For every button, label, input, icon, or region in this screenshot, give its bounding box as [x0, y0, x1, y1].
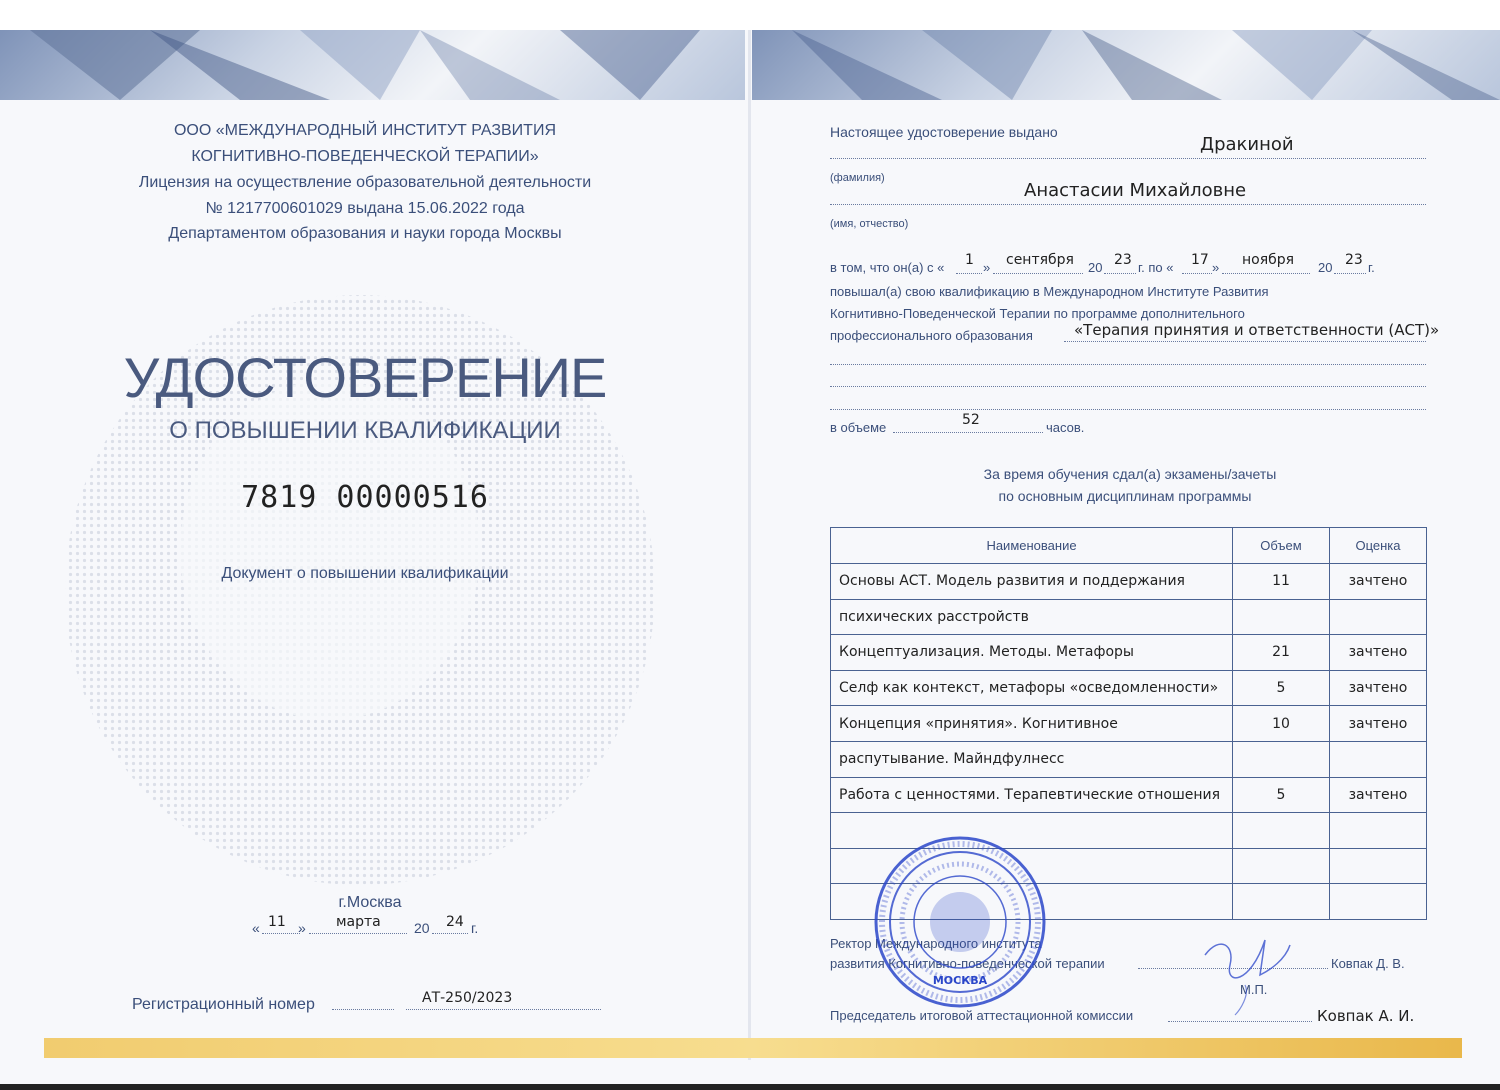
issue-date-open-quote: « — [252, 920, 260, 936]
scan-edge — [0, 1084, 1500, 1090]
registration-value-line — [406, 1009, 601, 1010]
discipline-name: психических расстройств — [831, 599, 1233, 635]
from-year: 23 — [1114, 252, 1132, 268]
decorative-banner-right — [752, 30, 1500, 100]
discipline-grade: зачтено — [1330, 670, 1427, 706]
blank-line-3 — [830, 409, 1426, 410]
from-day-close: » — [983, 260, 991, 275]
discipline-hours: 10 — [1233, 706, 1330, 742]
table-row — [831, 564, 1427, 600]
surname-line — [830, 158, 1426, 159]
volume-value: 52 — [962, 412, 980, 428]
document-subtitle: О ПОВЫШЕНИИ КВАЛИФИКАЦИИ — [169, 417, 561, 444]
volume-unit: часов. — [1046, 420, 1085, 435]
discipline-hours — [1233, 813, 1330, 849]
discipline-grade — [1330, 741, 1427, 777]
qualification-line-1: повышал(а) свою квалификацию в Международном Институте Развития — [830, 284, 1269, 299]
blank-line-2 — [830, 386, 1426, 387]
from-day: 1 — [965, 252, 974, 268]
issue-month-line — [309, 933, 407, 934]
issue-year: 24 — [446, 914, 464, 930]
license-line: Лицензия на осуществление образовательной деятельности — [138, 174, 592, 191]
table-row — [831, 706, 1427, 742]
period-mid: г. по « — [1138, 260, 1174, 275]
surname-caption: (фамилия) — [830, 172, 885, 184]
exams-line-1: За время обучения сдал(а) экзамены/зачеты — [983, 466, 1277, 482]
from-day-line — [956, 273, 982, 274]
discipline-grade: зачтено — [1330, 777, 1427, 813]
from-month: сентября — [1006, 252, 1074, 268]
qualification-line-3: профессионального образования — [830, 328, 1033, 343]
table-row — [831, 741, 1427, 777]
recipient-surname: Дракиной — [1200, 134, 1294, 155]
col-header-volume: Объем — [1233, 528, 1330, 564]
volume-line — [893, 432, 1043, 433]
to-month-line — [1222, 273, 1310, 274]
discipline-grade: зачтено — [1330, 706, 1427, 742]
to-day: 17 — [1191, 252, 1209, 268]
org-line-2: КОГНИТИВНО-ПОВЕДЕНЧЕСКОЙ ТЕРАПИИ» — [191, 148, 539, 165]
org-line-1: ООО «МЕЖДУНАРОДНЫЙ ИНСТИТУТ РАЗВИТИЯ — [173, 122, 557, 139]
program-name: «Терапия принятия и ответственности (АСТ)» — [1074, 321, 1440, 339]
organization-stamp — [872, 834, 1048, 1010]
program-line — [1064, 341, 1426, 342]
rector-title-line-2: развития Когнитивно-поведенческой терапии — [830, 956, 1105, 971]
document-type: Документ о повышении квалификации — [221, 565, 509, 582]
gold-stripe — [44, 1038, 1462, 1058]
col-header-name: Наименование — [831, 528, 1233, 564]
period-suffix: г. — [1368, 260, 1375, 275]
document-title: УДОСТОВЕРЕНИЕ — [123, 346, 607, 409]
discipline-grade — [1330, 884, 1427, 920]
issue-month: марта — [336, 914, 381, 930]
to-year-line — [1334, 273, 1366, 274]
page-fold — [748, 30, 751, 1060]
discipline-grade — [1330, 599, 1427, 635]
discipline-grade: зачтено — [1330, 564, 1427, 600]
issue-day-line — [262, 933, 300, 934]
issue-date-close-quote: » — [298, 920, 306, 936]
qualification-line-2: Когнитивно-Поведенческой Терапии по программе дополнительного — [830, 306, 1245, 321]
registration-prefix-line — [332, 1009, 394, 1010]
issue-year-suffix: г. — [471, 920, 479, 936]
from-month-line — [993, 273, 1083, 274]
rector-name: Ковпак Д. В. — [1331, 956, 1405, 971]
discipline-hours: 21 — [1233, 635, 1330, 671]
to-month: ноября — [1242, 252, 1295, 268]
issued-to-label: Настоящее удостоверение выдано — [830, 124, 1058, 140]
volume-label: в объеме — [830, 420, 887, 435]
discipline-hours — [1233, 599, 1330, 635]
commission-chair-title: Председатель итоговой аттестационной комиссии — [830, 1008, 1134, 1023]
to-day-line — [1182, 273, 1212, 274]
discipline-name: Основы АСТ. Модель развития и поддержания — [831, 564, 1233, 600]
license-issuer-line: Департаментом образования и науки города Москвы — [168, 225, 562, 242]
discipline-grade — [1330, 813, 1427, 849]
table-row — [831, 635, 1427, 671]
name-caption: (имя, отчество) — [830, 218, 909, 230]
table-header-row — [831, 528, 1427, 564]
discipline-name: Работа с ценностями. Терапевтические отношения — [831, 777, 1233, 813]
stamp-place-mark: М.П. — [1240, 982, 1268, 997]
discipline-name: распутывание. Майндфулнесс — [831, 741, 1233, 777]
to-century: 20 — [1318, 260, 1333, 275]
registration-label: Регистрационный номер — [132, 996, 315, 1013]
discipline-grade — [1330, 848, 1427, 884]
name-line — [830, 204, 1426, 205]
table-row — [831, 670, 1427, 706]
discipline-hours: 11 — [1233, 564, 1330, 600]
table-row — [831, 599, 1427, 635]
discipline-hours: 5 — [1233, 670, 1330, 706]
certificate-number: 7819 00000516 — [241, 480, 489, 515]
rector-signature — [1190, 915, 1300, 1025]
discipline-name: Концептуализация. Методы. Метафоры — [831, 635, 1233, 671]
issue-century: 20 — [414, 920, 430, 936]
registration-number: АТ-250/2023 — [422, 990, 513, 1006]
from-century: 20 — [1088, 260, 1103, 275]
discipline-hours — [1233, 848, 1330, 884]
col-header-grade: Оценка — [1330, 528, 1427, 564]
issue-city: г.Москва — [338, 894, 402, 911]
to-day-close: » — [1212, 260, 1220, 275]
discipline-hours: 5 — [1233, 777, 1330, 813]
blank-line-1 — [830, 364, 1426, 365]
recipient-name: Анастасии Михайловне — [1024, 180, 1247, 201]
stamp-city-text: МОСКВА — [932, 974, 988, 987]
to-year: 23 — [1345, 252, 1363, 268]
issue-day: 11 — [268, 914, 286, 930]
exams-line-2: по основным дисциплинам программы — [998, 488, 1252, 504]
from-year-line — [1104, 273, 1136, 274]
discipline-name: Концепция «принятия». Когнитивное — [831, 706, 1233, 742]
discipline-hours — [1233, 741, 1330, 777]
discipline-grade: зачтено — [1330, 635, 1427, 671]
decorative-banner-left — [0, 30, 745, 100]
discipline-name: Селф как контекст, метафоры «осведомленности» — [831, 670, 1233, 706]
issue-year-line — [432, 933, 468, 934]
period-prefix: в том, что он(а) с « — [830, 260, 945, 275]
table-row — [831, 777, 1427, 813]
rector-title-line-1: Ректор Международного института — [830, 936, 1042, 951]
license-number-line: № 1217700601029 выдана 15.06.2022 года — [205, 200, 525, 217]
commission-chair-name: Ковпак А. И. — [1317, 1007, 1415, 1025]
